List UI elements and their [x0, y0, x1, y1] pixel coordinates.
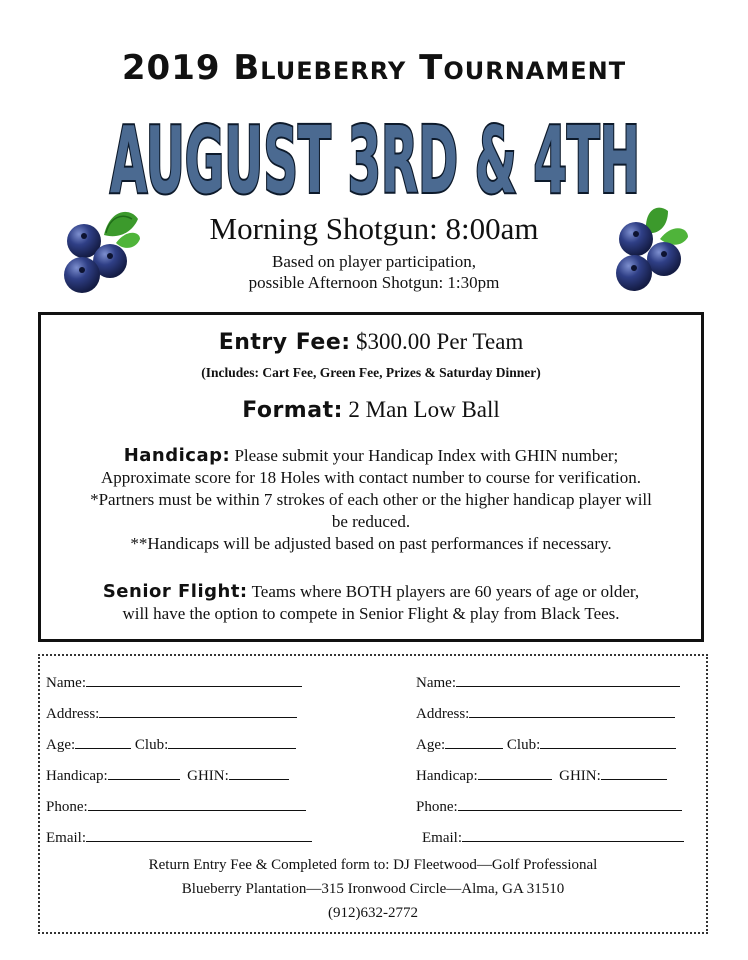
player1-name-label: Name: [46, 675, 86, 691]
player1-phone-field[interactable] [46, 796, 306, 816]
player1-name-field[interactable] [46, 672, 302, 692]
tournament-info-box [38, 312, 704, 642]
player2-address-label: Address: [416, 706, 470, 722]
player2-handicap-label: Handicap: [416, 768, 478, 784]
handicap-section [41, 445, 701, 555]
player2-ghin-label: GHIN: [559, 768, 601, 784]
player1-phone-label: Phone: [46, 799, 88, 815]
player1-handicap-line[interactable] [108, 765, 180, 780]
player2-club-line[interactable] [540, 734, 676, 749]
registration-form [38, 654, 708, 934]
player2-age-line[interactable] [445, 734, 503, 749]
player2-age-club-field[interactable] [416, 734, 676, 754]
format-label: Format: [242, 398, 343, 423]
player1-phone-line[interactable] [88, 796, 306, 811]
handicap-label: Handicap: [123, 445, 231, 466]
player2-club-label: Club: [506, 737, 541, 753]
player2-phone-field[interactable] [416, 796, 682, 816]
participation-note-line1: Based on player participation, [272, 252, 476, 271]
participation-note-line2: possible Afternoon Shotgun: 1:30pm [248, 273, 500, 292]
player1-address-label: Address: [46, 706, 100, 722]
senior-flight-text-2: will have the option to compete in Senior Flight & play from Black Tees. [122, 604, 620, 623]
player2-email-label: Email: [422, 830, 462, 846]
tournament-title: 2019 Blueberry Tournament [121, 48, 627, 88]
senior-flight-section [41, 581, 701, 625]
player2-email-line[interactable] [462, 827, 684, 842]
handicap-text-3: *Partners must be within 7 strokes of each other or the higher handicap player will [90, 490, 652, 509]
player1-email-label: Email: [46, 830, 86, 846]
player2-name-label: Name: [416, 675, 456, 691]
player1-email-field[interactable] [46, 827, 312, 847]
entry-fee-includes: (Includes: Cart Fee, Green Fee, Prizes & Saturday Dinner) [201, 365, 541, 380]
handicap-text-4: be reduced. [331, 512, 411, 531]
player2-age-label: Age: [416, 737, 446, 753]
player2-email-field[interactable] [422, 827, 684, 847]
player1-ghin-label: GHIN: [187, 768, 229, 784]
format-value: 2 Man Low Ball [348, 397, 500, 422]
player1-club-label: Club: [134, 737, 169, 753]
player2-phone-line[interactable] [458, 796, 682, 811]
senior-flight-text-1: Teams where BOTH players are 60 years of age or older, [251, 582, 640, 601]
player2-address-line[interactable] [469, 703, 675, 718]
handicap-text-5: **Handicaps will be adjusted based on past performances if necessary. [130, 534, 612, 553]
entry-fee-label: Entry Fee: [218, 330, 351, 355]
player2-name-field[interactable] [416, 672, 680, 692]
player1-handicap-label: Handicap: [46, 768, 108, 784]
player1-age-line[interactable] [75, 734, 131, 749]
tournament-date-text: AUGUST 3RD & 4TH [110, 107, 640, 206]
player1-club-line[interactable] [168, 734, 296, 749]
player2-address-field[interactable] [416, 703, 675, 723]
handicap-text-2: Approximate score for 18 Holes with contact number to course for verification. [100, 468, 642, 487]
player1-age-label: Age: [46, 737, 76, 753]
tournament-date [100, 106, 650, 206]
player2-handicap-line[interactable] [478, 765, 552, 780]
morning-shotgun-time: Morning Shotgun: 8:00am [209, 211, 539, 246]
player2-phone-label: Phone: [416, 799, 458, 815]
return-phone-number: (912)632-2772 [328, 905, 418, 921]
format-line [41, 397, 701, 423]
entry-fee-value: $300.00 Per Team [356, 329, 524, 354]
player1-email-line[interactable] [86, 827, 312, 842]
player1-handicap-ghin-field[interactable] [46, 765, 289, 785]
player1-age-club-field[interactable] [46, 734, 296, 754]
handicap-text-1: Please submit your Handicap Index with GHIN number; [234, 446, 619, 465]
return-instructions-line1: Return Entry Fee & Completed form to: DJ Fleetwood—Golf Professional [148, 857, 598, 873]
senior-flight-label: Senior Flight: [102, 581, 248, 602]
player2-name-line[interactable] [456, 672, 680, 687]
entry-fee-line [41, 329, 701, 355]
player2-ghin-line[interactable] [601, 765, 667, 780]
player1-address-line[interactable] [99, 703, 297, 718]
player1-address-field[interactable] [46, 703, 297, 723]
return-address-line: Blueberry Plantation—315 Ironwood Circle—Alma, GA 31510 [181, 881, 565, 897]
player1-ghin-line[interactable] [229, 765, 289, 780]
player1-name-line[interactable] [86, 672, 302, 687]
player2-handicap-ghin-field[interactable] [416, 765, 667, 785]
